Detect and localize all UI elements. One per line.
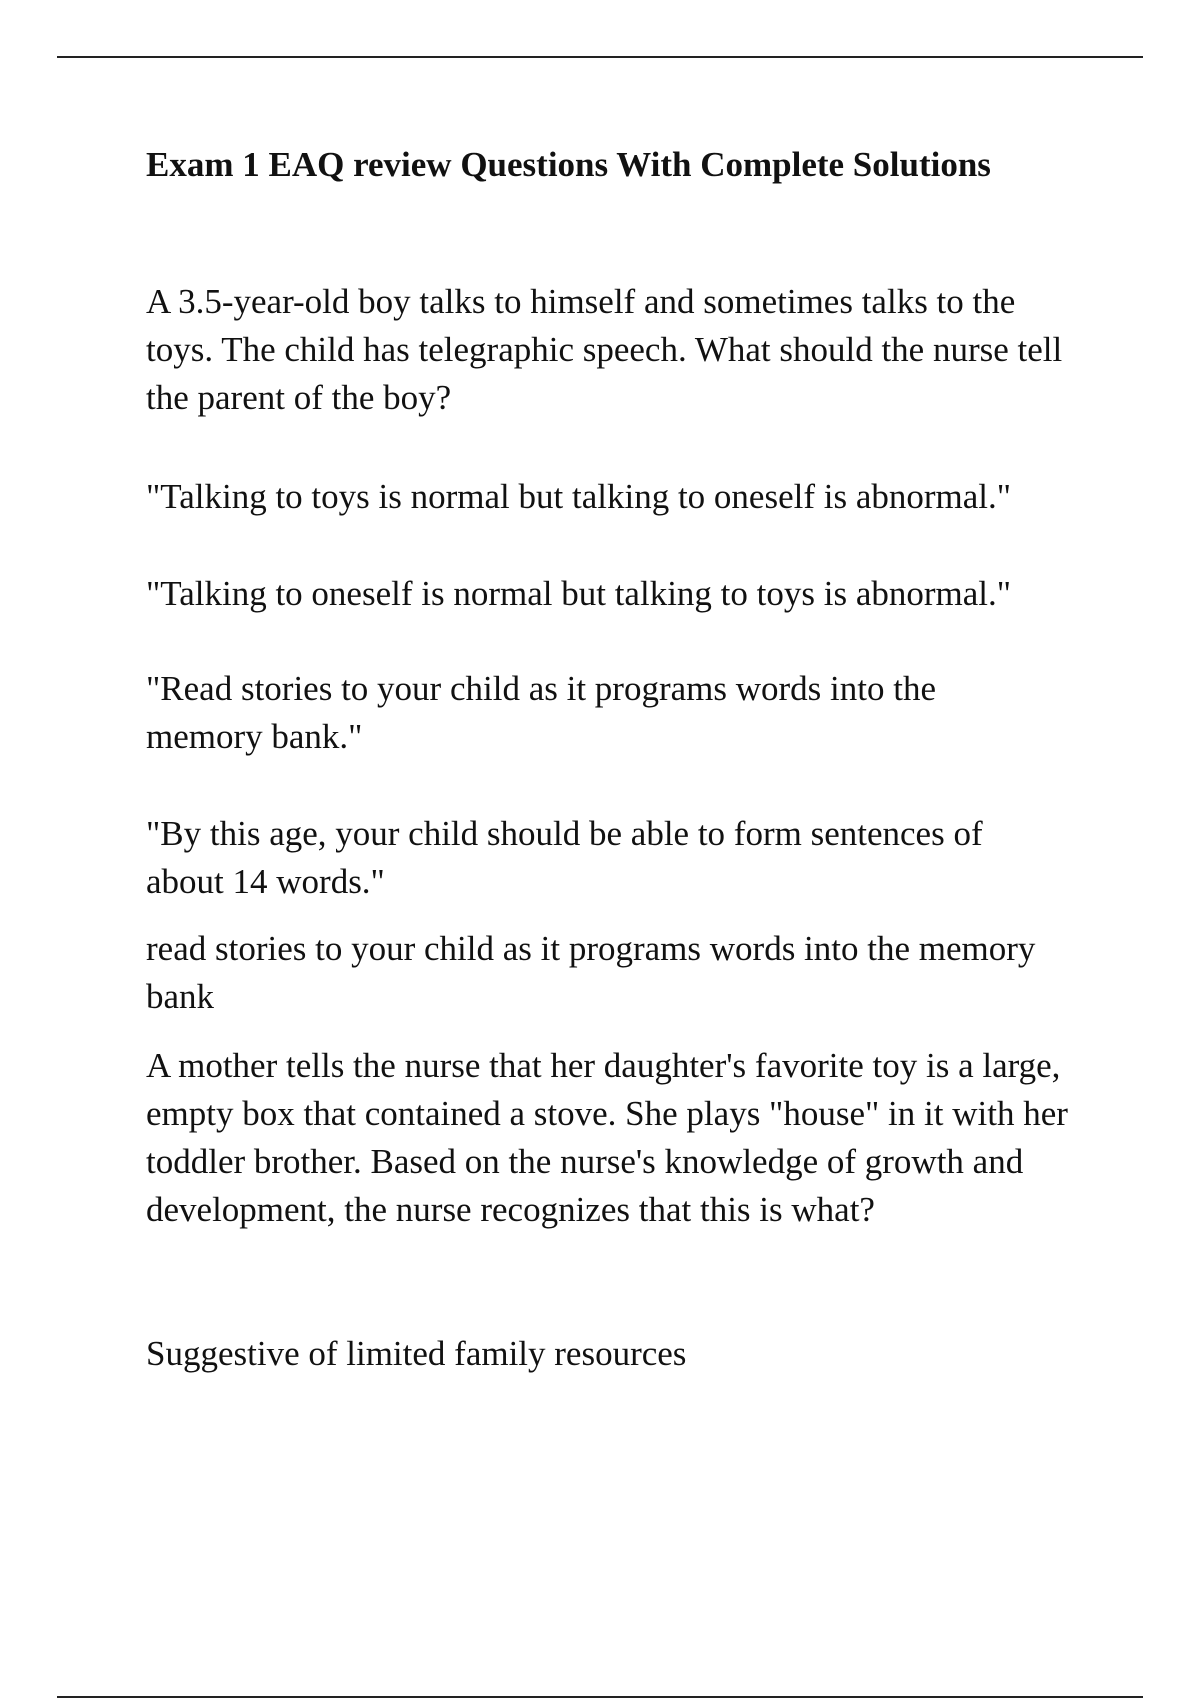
document-title: Exam 1 EAQ review Questions With Complete Solutions (146, 145, 991, 184)
question-2-text: A mother tells the nurse that her daughter's favorite toy is a large, empty box that contained a stove. She plays "house" in it with her toddler brother. Based on the nurse's knowledge of growth and development, the nurse recognizes that this is what? (146, 1046, 1068, 1229)
bottom-rule (57, 1696, 1143, 1698)
question-1-text: A 3.5-year-old boy talks to himself and sometimes talks to the toys. The child has telegraphic speech. What should the nurse tell the parent of the boy? (146, 282, 1063, 417)
question-1-option-1: "Talking to toys is normal but talking to oneself is abnormal." (146, 477, 1012, 516)
question-1-option-2: "Talking to oneself is normal but talking to toys is abnormal." (146, 574, 1012, 613)
question-1-answer: read stories to your child as it programs words into the memory bank (146, 929, 1036, 1016)
question-1-option-3: "Read stories to your child as it programs words into the memory bank." (146, 669, 936, 756)
top-rule (57, 56, 1143, 58)
question-1-option-4: "By this age, your child should be able to form sentences of about 14 words." (146, 814, 983, 901)
question-2-option-1: Suggestive of limited family resources (146, 1334, 687, 1373)
